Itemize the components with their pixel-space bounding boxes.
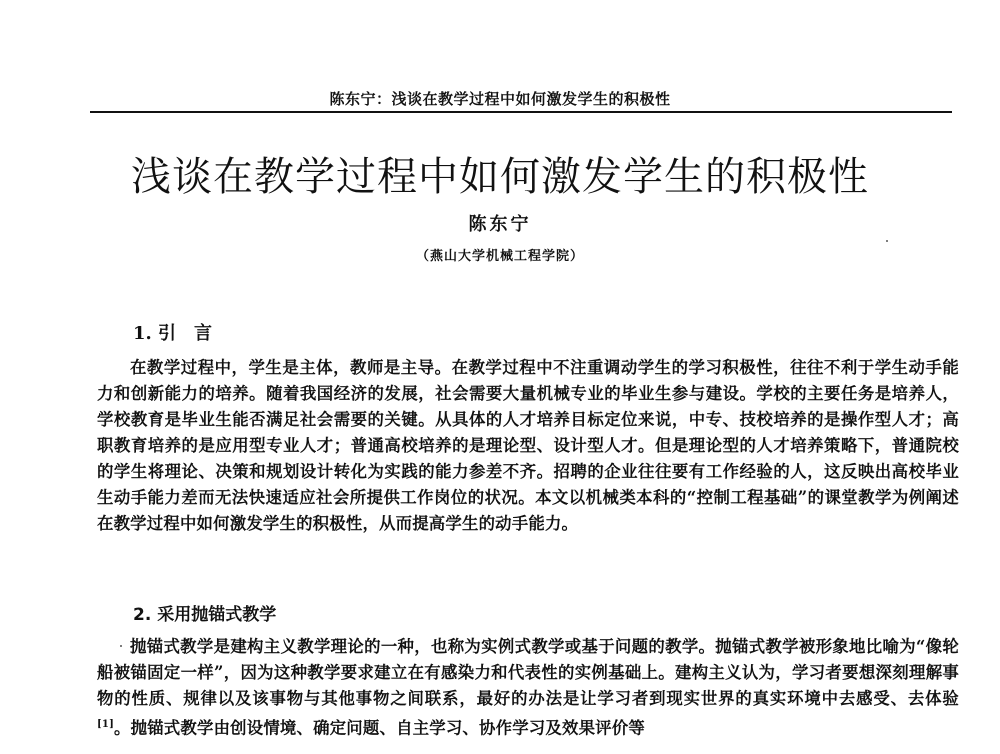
anchored-instruction-paragraph [97,634,959,741]
scan-speck [120,645,122,647]
author-affiliation: （燕山大学机械工程学院） [415,249,584,264]
paper-title: 浅谈在教学过程中如何激发学生的积极性 [131,154,869,200]
header-rule [90,111,952,113]
author-name: 陈东宁 [468,214,532,235]
paragraph-text-before-reference: 抛锚式教学是建构主义教学理论的一种，也称为实例式教学或基于问题的教学。抛锚式教学被形象地比喻为“像轮船被锚固定一样”，因为这种教学要求建立在有感染力和代表性的实例基础上。建构主义认为，学习者要想深刻理解事物的性质、规律以及该事物与其他事物之间联系，最好的办法是让学习者到现实世界的真实环境中去感受、去体验 [97,637,959,708]
running-header: 陈东宁：浅谈在教学过程中如何激发学生的积极性 [329,90,671,108]
paragraph-text-after-reference: 。抛锚式教学由创设情境、确定问题、自主学习、协作学习及效果评价等 [114,718,645,738]
introduction-paragraph: 在教学过程中，学生是主体，教师是主导。在教学过程中不注重调动学生的学习积极性，往往不利于学生动手能力和创新能力的培养。随着我国经济的发展，社会需要大量机械专业的毕业生参与建设。学校的主要任务是培养人，学校教育是毕业生能否满足社会需要的关键。从具体的人才培养目标定位来说，中专、技校培养的是操作型人才；高职教育培养的是应用型专业人才；普通高校培养的是理论型、设计型人才。但是理论型的人才培养策略下，普通院校的学生将理论、决策和规划设计转化为实践的能力参差不齐。招聘的企业往往要有工作经验的人，这反映出高校毕业生动手能力差而无法快速适应社会所提供工作岗位的状况。本文以机械类本科的“控制工程基础”的课堂教学为例阐述在教学过程中如何激发学生的积极性，从而提高学生的动手能力。 [97,358,959,533]
reference-marker: [1] [97,719,115,730]
scan-speck [886,240,888,242]
section-heading-introduction: 1. 引 言 [133,323,213,344]
section-heading-anchored-instruction: 2. 采用抛锚式教学 [133,605,277,625]
